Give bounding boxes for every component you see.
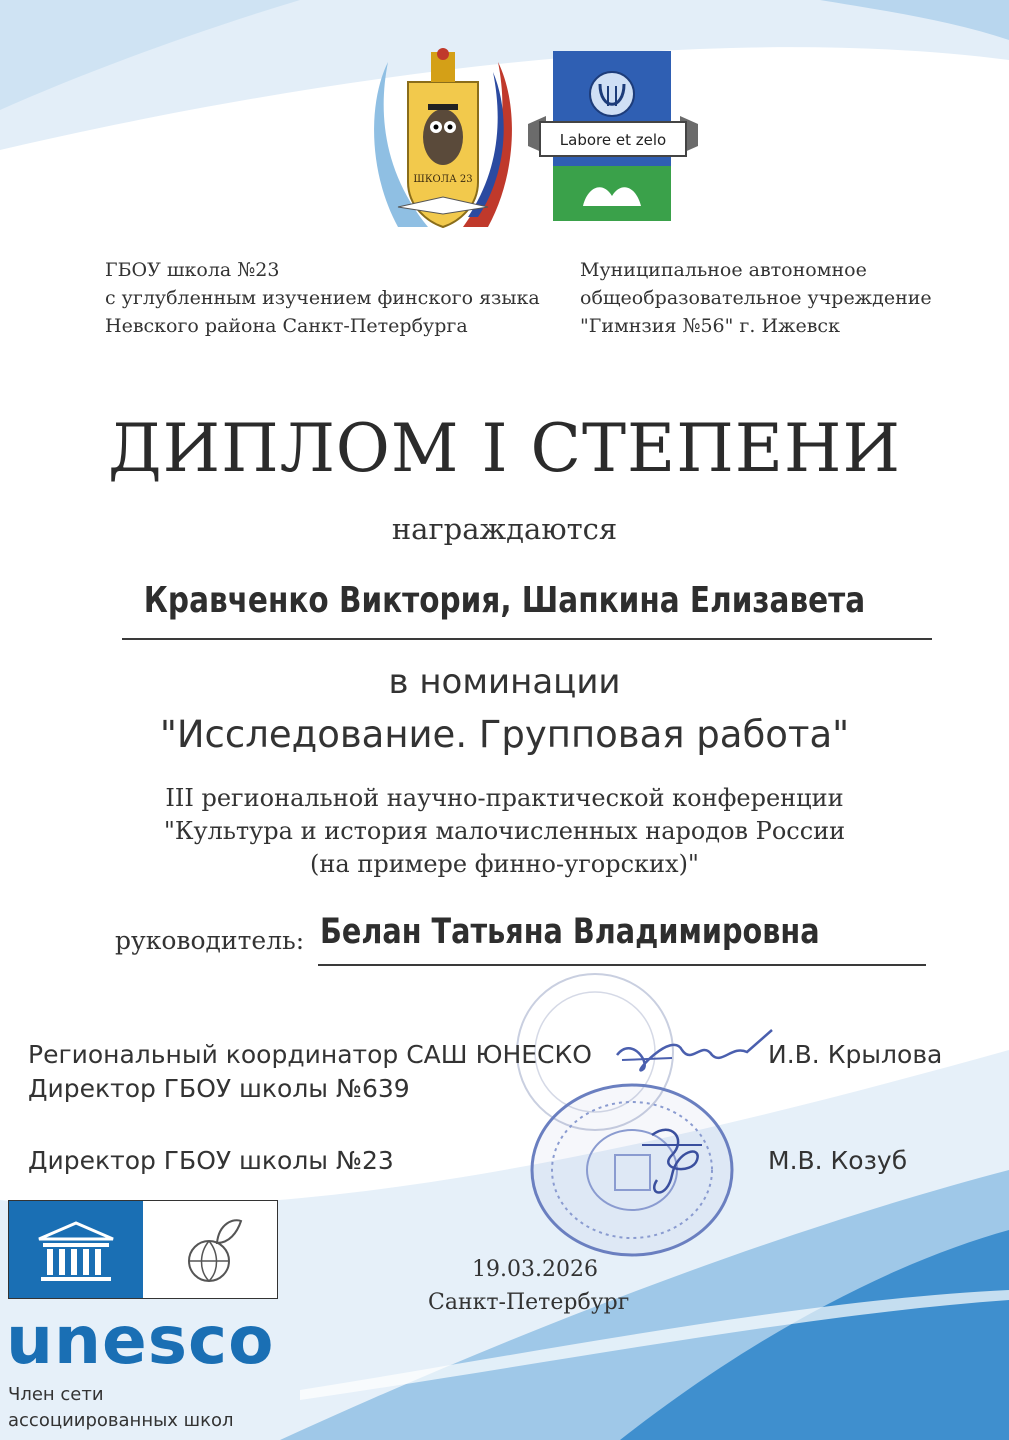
leader-label: руководитель: (115, 926, 305, 955)
nomination-name: "Исследование. Групповая работа" (159, 713, 850, 756)
leader-name: Белан Татьяна Владимировна (320, 912, 820, 952)
org-left-line: с углубленным изучением финского языка (105, 287, 540, 309)
signatory-name: И.В. Крылова (768, 1040, 943, 1069)
school-23-emblem (368, 42, 518, 232)
issue-date: 19.03.2026 (472, 1257, 598, 1282)
org-left-line: Невского района Санкт-Петербурга (105, 315, 468, 337)
conference-line: "Культура и история малочисленных народов России (163, 817, 846, 845)
unesco-logo-box (8, 1200, 278, 1299)
unesco-temple-panel (9, 1201, 143, 1298)
org-right-line: общеобразовательное учреждение (580, 287, 932, 309)
unesco-subtitle: ассоциированных школ (8, 1410, 234, 1431)
signatory-name: М.В. Козуб (768, 1146, 908, 1175)
signatory-role: Региональный координатор САШ ЮНЕСКО (28, 1040, 592, 1069)
org-right (580, 256, 932, 340)
conference (0, 782, 1009, 881)
signature-kozub (632, 1115, 722, 1210)
conference-line: III региональной научно-практической конференции (165, 784, 844, 812)
signatory-role: Директор ГБОУ школы №23 (28, 1146, 394, 1175)
conference-line: (на примере финно-угорских)" (310, 850, 699, 878)
signature-krylova (612, 1020, 777, 1080)
unesco-temple-icon (9, 1201, 143, 1298)
emblem-motto: Labore et zelo (559, 131, 667, 149)
gymnasium-56-emblem (528, 46, 698, 226)
org-right-line: Муниципальное автономное (580, 259, 867, 281)
unesco-subtitle: Член сети (8, 1384, 104, 1405)
issue-city: Санкт-Петербург (428, 1290, 630, 1315)
globe-leaf-icon (179, 1213, 249, 1288)
org-right-line: "Гимнзия №56" г. Ижевск (580, 315, 840, 337)
diploma-title: ДИПЛОМ I СТЕПЕНИ (107, 410, 902, 487)
awardees: Кравченко Виктория, Шапкина Елизавета (143, 580, 866, 621)
org-left-line: ГБОУ школа №23 (105, 259, 280, 281)
org-left (105, 256, 540, 340)
unesco-wordmark: unesco (6, 1302, 275, 1379)
nomination-label: в номинации (388, 662, 621, 702)
awarded-label: награждаются (391, 512, 618, 546)
signatory-role: Директор ГБОУ школы №639 (28, 1074, 410, 1103)
emblem-label: ШКОЛА 23 (413, 174, 473, 185)
awardees-underline (122, 638, 932, 640)
